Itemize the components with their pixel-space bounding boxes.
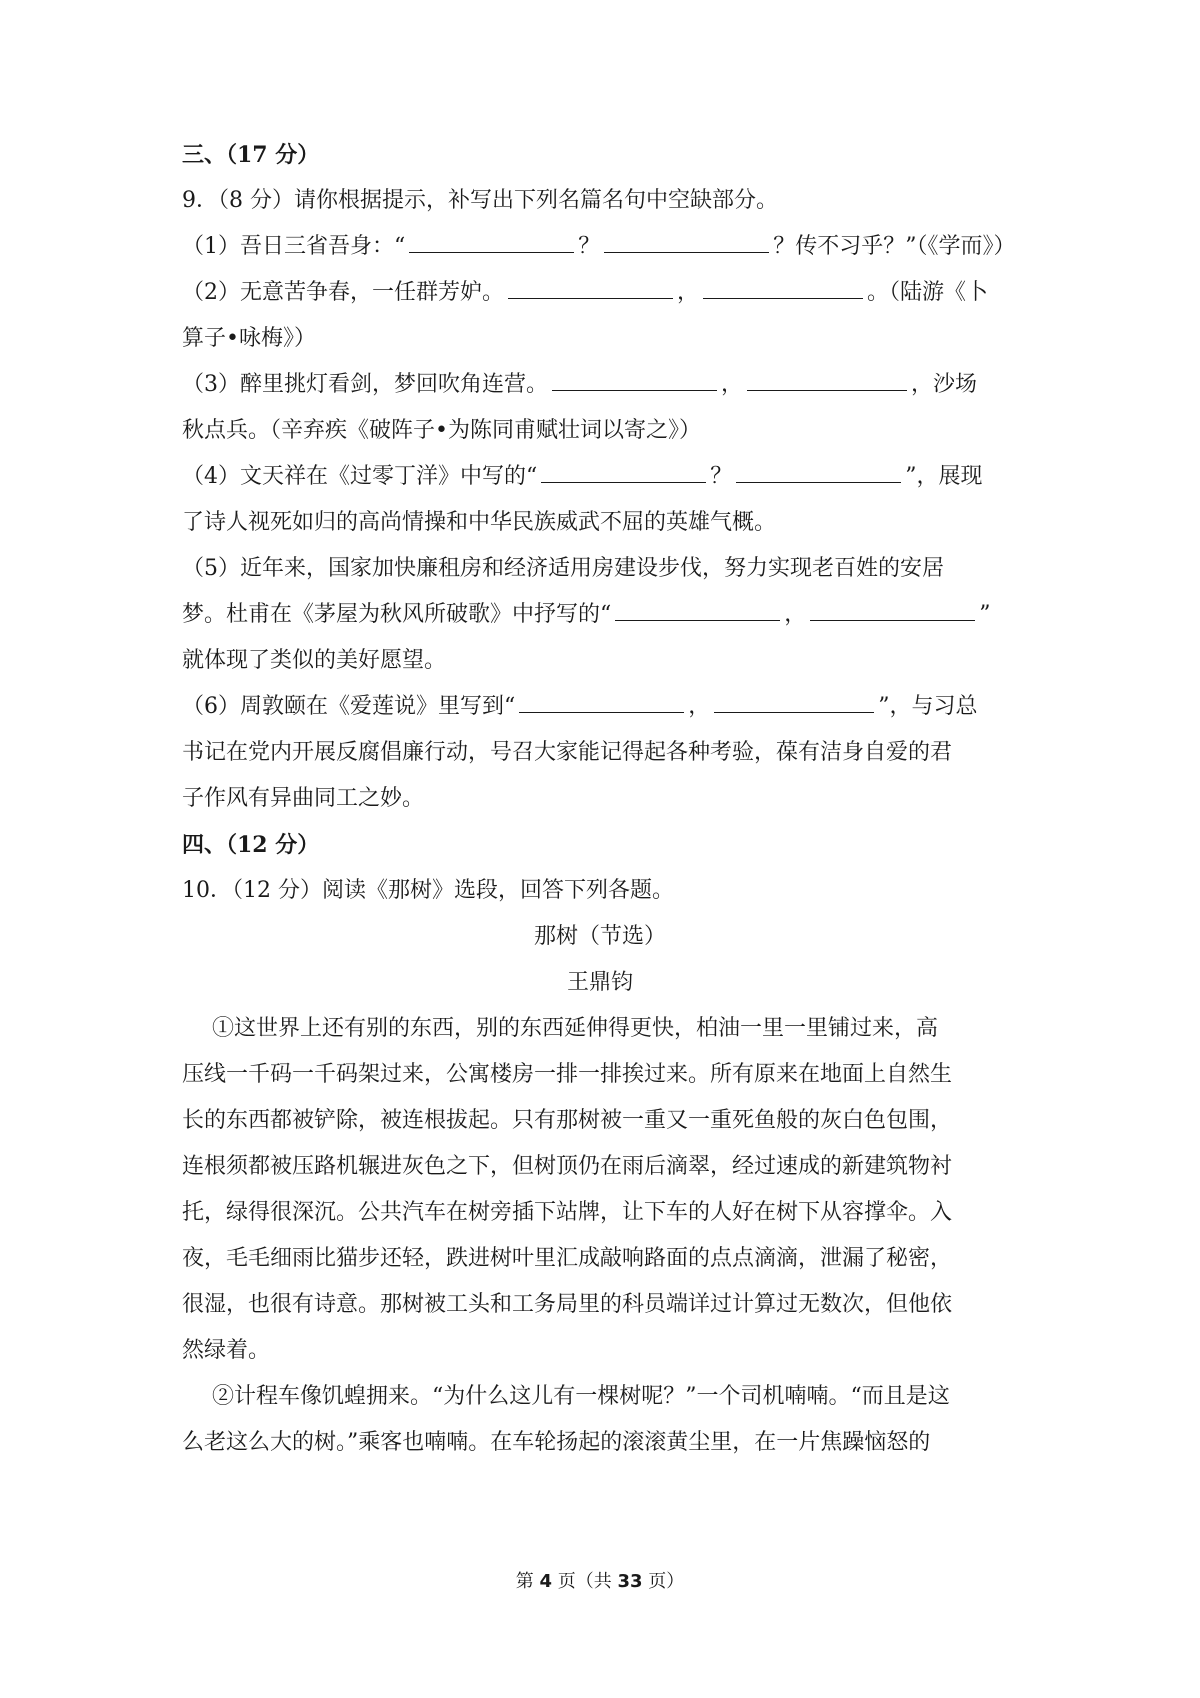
question-10-stem: 10．（12 分）阅读《那树》选段，回答下列各题。 <box>182 878 674 903</box>
answer-blank <box>519 692 684 713</box>
q9-item-1-text-b: ？ <box>578 234 601 259</box>
q9-item-2-text-c: 。（陆游《卜 <box>867 280 989 305</box>
passage-paragraph-2-line: 么老这么大的树。”乘客也喃喃。在车轮扬起的滚滚黄尘里，在一片焦躁恼怒的 <box>182 1430 931 1455</box>
q9-item-2-text-b: ， <box>677 280 700 305</box>
passage-paragraph-1-line: 然绿着。 <box>182 1338 271 1363</box>
answer-blank <box>703 278 863 299</box>
passage-author: 王鼎钧 <box>566 970 633 995</box>
answer-blank <box>714 692 874 713</box>
passage-paragraph-1-line: 长的东西都被铲除，被连根拔起。只有那树被一重又一重死鱼般的灰白色包围， <box>182 1108 953 1133</box>
passage-paragraph-1-line: 夜，毛毛细雨比猫步还轻，跌进树叶里汇成敲响路面的点点滴滴，泄漏了秘密， <box>182 1246 953 1271</box>
q9-item-4 <box>182 462 983 492</box>
q9-item-5-text-a: 梦。杜甫在《茅屋为秋风所破歌》中抒写的“ <box>182 602 612 627</box>
q9-item-5: （5）近年来，国家加快廉租房和经济适用房建设步伐，努力实现老百姓的安居 <box>182 556 944 581</box>
question-9-stem: 9．（8 分）请你根据提示，补写出下列名篇名句中空缺部分。 <box>182 188 778 213</box>
q9-item-6-text-a: （6）周敦颐在《爱莲说》里写到“ <box>182 694 516 719</box>
page-footer <box>0 1570 1200 1594</box>
q9-item-2-text-a: （2）无意苦争春，一任群芳妒。 <box>182 280 504 305</box>
answer-blank <box>552 370 717 391</box>
q9-item-1 <box>182 232 1016 262</box>
q9-item-3-text-b: ， <box>721 372 744 397</box>
q9-item-6-line-2: 书记在党内开展反腐倡廉行动，号召大家能记得起各种考验，葆有洁身自爱的君 <box>182 740 953 765</box>
q9-item-6-line-3: 子作风有异曲同工之妙。 <box>182 786 425 811</box>
answer-blank <box>747 370 907 391</box>
q9-item-5-text-c: ” <box>979 602 991 627</box>
q9-item-1-text-c: ？传不习乎？”（《学而》） <box>773 234 1016 259</box>
footer-text-c: 页） <box>642 1571 685 1592</box>
q9-item-6-text-b: ， <box>688 694 711 719</box>
passage-paragraph-1-line: 压线一千码一千码架过来，公寓楼房一排一排挨过来。所有原来在地面上自然生 <box>182 1062 953 1087</box>
q9-item-6-text-c: ”，与习总 <box>878 694 978 719</box>
q9-item-2 <box>182 278 988 308</box>
footer-text-a: 第 <box>515 1571 540 1592</box>
answer-blank <box>604 232 769 253</box>
q9-item-4-text-c: ”，展现 <box>905 464 983 489</box>
q9-item-4-text-b: ？ <box>710 464 733 489</box>
footer-total-pages: 33 <box>617 1571 643 1592</box>
q9-item-3-text-a: （3）醉里挑灯看剑，梦回吹角连营。 <box>182 372 548 397</box>
section-4-heading: 四、（12 分） <box>182 832 320 858</box>
q9-item-3-continued: 秋点兵。（辛弃疾《破阵子•为陈同甫赋壮词以寄之》） <box>182 418 701 443</box>
answer-blank <box>508 278 673 299</box>
answer-blank <box>810 600 975 621</box>
passage-paragraph-1-line: 很湿，也很有诗意。那树被工头和工务局里的科员端详过计算过无数次，但他依 <box>182 1292 953 1317</box>
q9-item-3 <box>182 370 977 400</box>
passage-paragraph-2-line: ②计程车像饥蝗拥来。“为什么这儿有一棵树呢？”一个司机喃喃。“而且是这 <box>212 1384 950 1409</box>
passage-paragraph-1-line: ①这世界上还有别的东西，别的东西延伸得更快，柏油一里一里铺过来，高 <box>212 1016 939 1041</box>
footer-page-number: 4 <box>539 1571 552 1592</box>
answer-blank <box>736 462 901 483</box>
footer-text-b: 页（共 <box>552 1571 618 1592</box>
q9-item-1-text-a: （1）吾日三省吾身：“ <box>182 234 406 259</box>
answer-blank <box>409 232 574 253</box>
q9-item-4-text-a: （4）文天祥在《过零丁洋》中写的“ <box>182 464 538 489</box>
answer-blank <box>615 600 780 621</box>
passage-paragraph-1-line: 连根须都被压路机辗进灰色之下，但树顶仍在雨后滴翠，经过速成的新建筑物衬 <box>182 1154 953 1179</box>
q9-item-3-text-c: ，沙场 <box>911 372 978 397</box>
q9-item-6 <box>182 692 978 722</box>
passage-paragraph-1-line: 托，绿得很深沉。公共汽车在树旁插下站牌，让下车的人好在树下从容撑伞。入 <box>182 1200 953 1225</box>
section-3-heading: 三、（17 分） <box>182 142 320 168</box>
passage-title: 那树（节选） <box>533 924 666 949</box>
q9-item-4-continued: 了诗人视死如归的高尚情操和中华民族威武不屈的英雄气概。 <box>182 510 777 535</box>
q9-item-5-line-3: 就体现了类似的美好愿望。 <box>182 648 447 673</box>
answer-blank <box>541 462 706 483</box>
q9-item-5-line-2 <box>182 600 991 630</box>
q9-item-2-continued: 算子•咏梅》） <box>182 326 316 351</box>
q9-item-5-text-b: ， <box>784 602 807 627</box>
